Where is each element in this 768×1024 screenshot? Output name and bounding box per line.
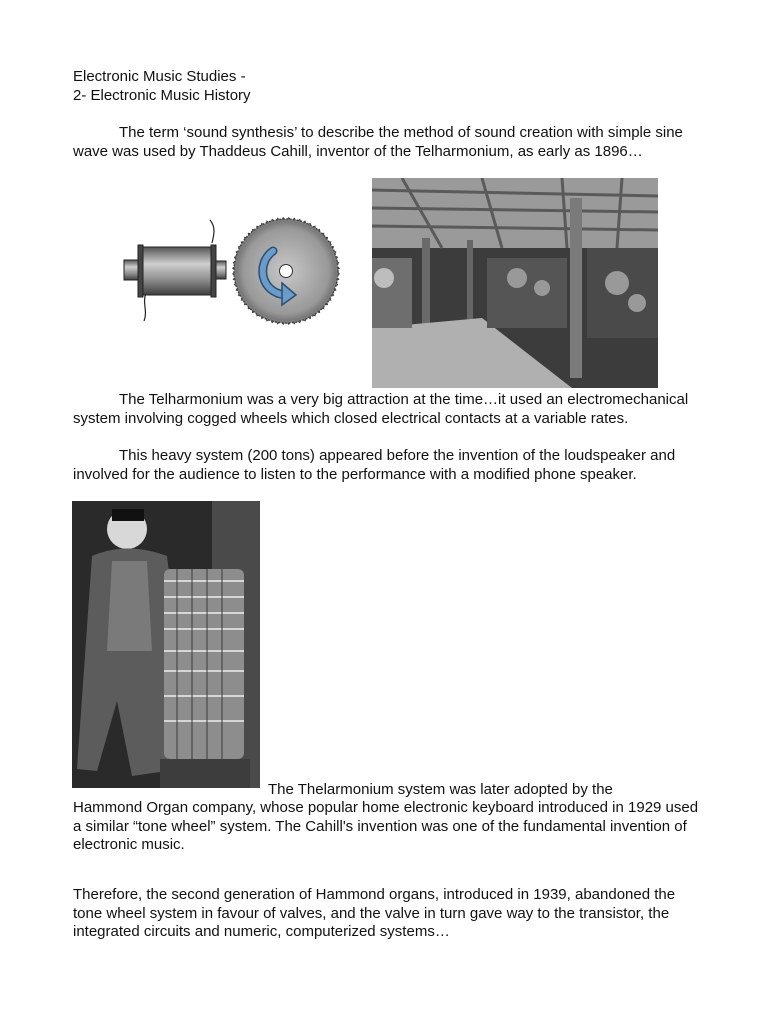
title-line-1: Electronic Music Studies -: [73, 68, 246, 85]
telharmonium-machinery-photo: [372, 178, 658, 388]
title-line-2: 2- Electronic Music History: [73, 86, 251, 104]
paragraph-intro: The term ‘sound synthesis’ to describe the method of sound creation with simple sine wave was used by Thaddeus Cahill, inventor of the Telharmonium, as early as 1896…: [73, 124, 683, 160]
paragraph-hammond: Hammond Organ company, whose popular home electronic keyboard introduced in 1929 used a similar “tone wheel” system. The Cahill's invention was one of the fundamental invention of electronic music.: [73, 799, 699, 853]
paragraph-second-generation: Therefore, the second generation of Hammond organs, introduced in 1939, abandoned the tone wheel system in favour of valves, and the valve in turn gave way to the transistor, the integrated circuits and numeric, computerized systems…: [73, 886, 676, 940]
paragraph-attraction: The Telharmonium was a very big attraction at the time…it used an electromechanical system involving cogged wheels which closed electrical contacts at a variable rates.: [73, 391, 689, 427]
pickup-coil: [124, 220, 226, 321]
paragraph-heavy-system: This heavy system (200 tons) appeared before the invention of the loudspeaker and involved for the audience to listen to the performance with a modified phone speaker.: [73, 447, 676, 483]
document-title: [73, 68, 703, 105]
tone-wheel-diagram: [118, 215, 348, 325]
cogged-wheel: [233, 218, 340, 325]
paragraph-hammond-line1: The Thelarmonium system was later adopted by the: [268, 781, 613, 798]
tone-wheel-boy-photo: [72, 501, 260, 788]
